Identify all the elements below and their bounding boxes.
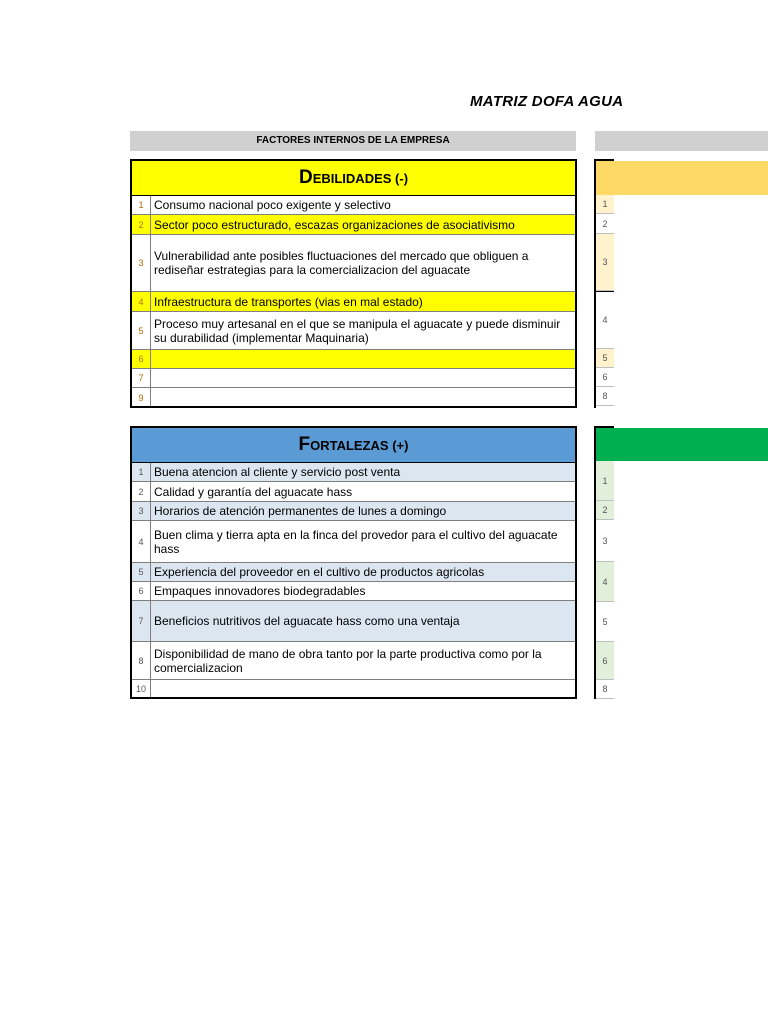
- table-row[interactable]: 4 Buen clima y tierra apta en la finca del provedor para el cultivo del aguacate hass: [132, 521, 575, 563]
- table-row-number: 4: [596, 291, 614, 349]
- fortalezas-table: [130, 426, 577, 699]
- table-row[interactable]: 7: [132, 369, 575, 388]
- table-row-number: 3: [596, 520, 614, 562]
- table-row-number: 5: [596, 349, 614, 368]
- table-row[interactable]: 2 Calidad y garantía del aguacate hass: [132, 482, 575, 502]
- oportunidades-header: [596, 161, 768, 195]
- table-row-number: 8: [596, 680, 614, 699]
- table-row-number: 6: [596, 368, 614, 387]
- table-row-number: 2: [596, 501, 614, 520]
- table-row[interactable]: 6: [132, 350, 575, 369]
- table-row-number: 4: [596, 562, 614, 602]
- table-row[interactable]: 4 Infraestructura de transportes (vias en mal estado): [132, 292, 575, 312]
- page-title: MATRIZ DOFA AGUA: [470, 93, 624, 110]
- table-row[interactable]: 9: [132, 388, 575, 407]
- table-row[interactable]: 2 Sector poco estructurado, escazas organizaciones de asociativismo: [132, 215, 575, 235]
- amenazas-table: [594, 426, 614, 699]
- table-row-number: 8: [596, 387, 614, 406]
- table-row[interactable]: 7 Beneficios nutritivos del aguacate hass como una ventaja: [132, 601, 575, 642]
- debilidades-table: [130, 159, 577, 408]
- table-row[interactable]: 3 Vulnerabilidad ante posibles fluctuaciones del mercado que obliguen a rediseñar estrategias para la comercializacion del aguacate: [132, 235, 575, 292]
- internal-factors-header: FACTORES INTERNOS DE LA EMPRESA: [130, 131, 576, 151]
- table-row-number: 1: [596, 195, 614, 214]
- table-row-number: 3: [596, 234, 614, 291]
- table-row[interactable]: 8 Disponibilidad de mano de obra tanto por la parte productiva como por la comercializacion: [132, 642, 575, 680]
- external-factors-header: [595, 131, 768, 151]
- table-row[interactable]: 5 Experiencia del proveedor en el cultivo de productos agricolas: [132, 563, 575, 582]
- fortalezas-header: FORTALEZAS (+): [132, 428, 575, 463]
- table-row-number: 2: [596, 214, 614, 234]
- oportunidades-table: [594, 159, 614, 408]
- table-row-number: 1: [596, 461, 614, 501]
- table-row[interactable]: 10: [132, 680, 575, 698]
- table-row[interactable]: 1 Buena atencion al cliente y servicio post venta: [132, 463, 575, 482]
- table-row[interactable]: 3 Horarios de atención permanentes de lunes a domingo: [132, 502, 575, 521]
- amenazas-header: [596, 428, 768, 461]
- table-row[interactable]: 6 Empaques innovadores biodegradables: [132, 582, 575, 601]
- table-row-number: 5: [596, 602, 614, 642]
- debilidades-header: DEBILIDADES (-): [132, 161, 575, 196]
- table-row[interactable]: 5 Proceso muy artesanal en el que se manipula el aguacate y puede disminuir su durabilidad (implementar Maquinaria): [132, 312, 575, 350]
- table-row[interactable]: 1 Consumo nacional poco exigente y selectivo: [132, 196, 575, 215]
- table-row-number: 6: [596, 642, 614, 680]
